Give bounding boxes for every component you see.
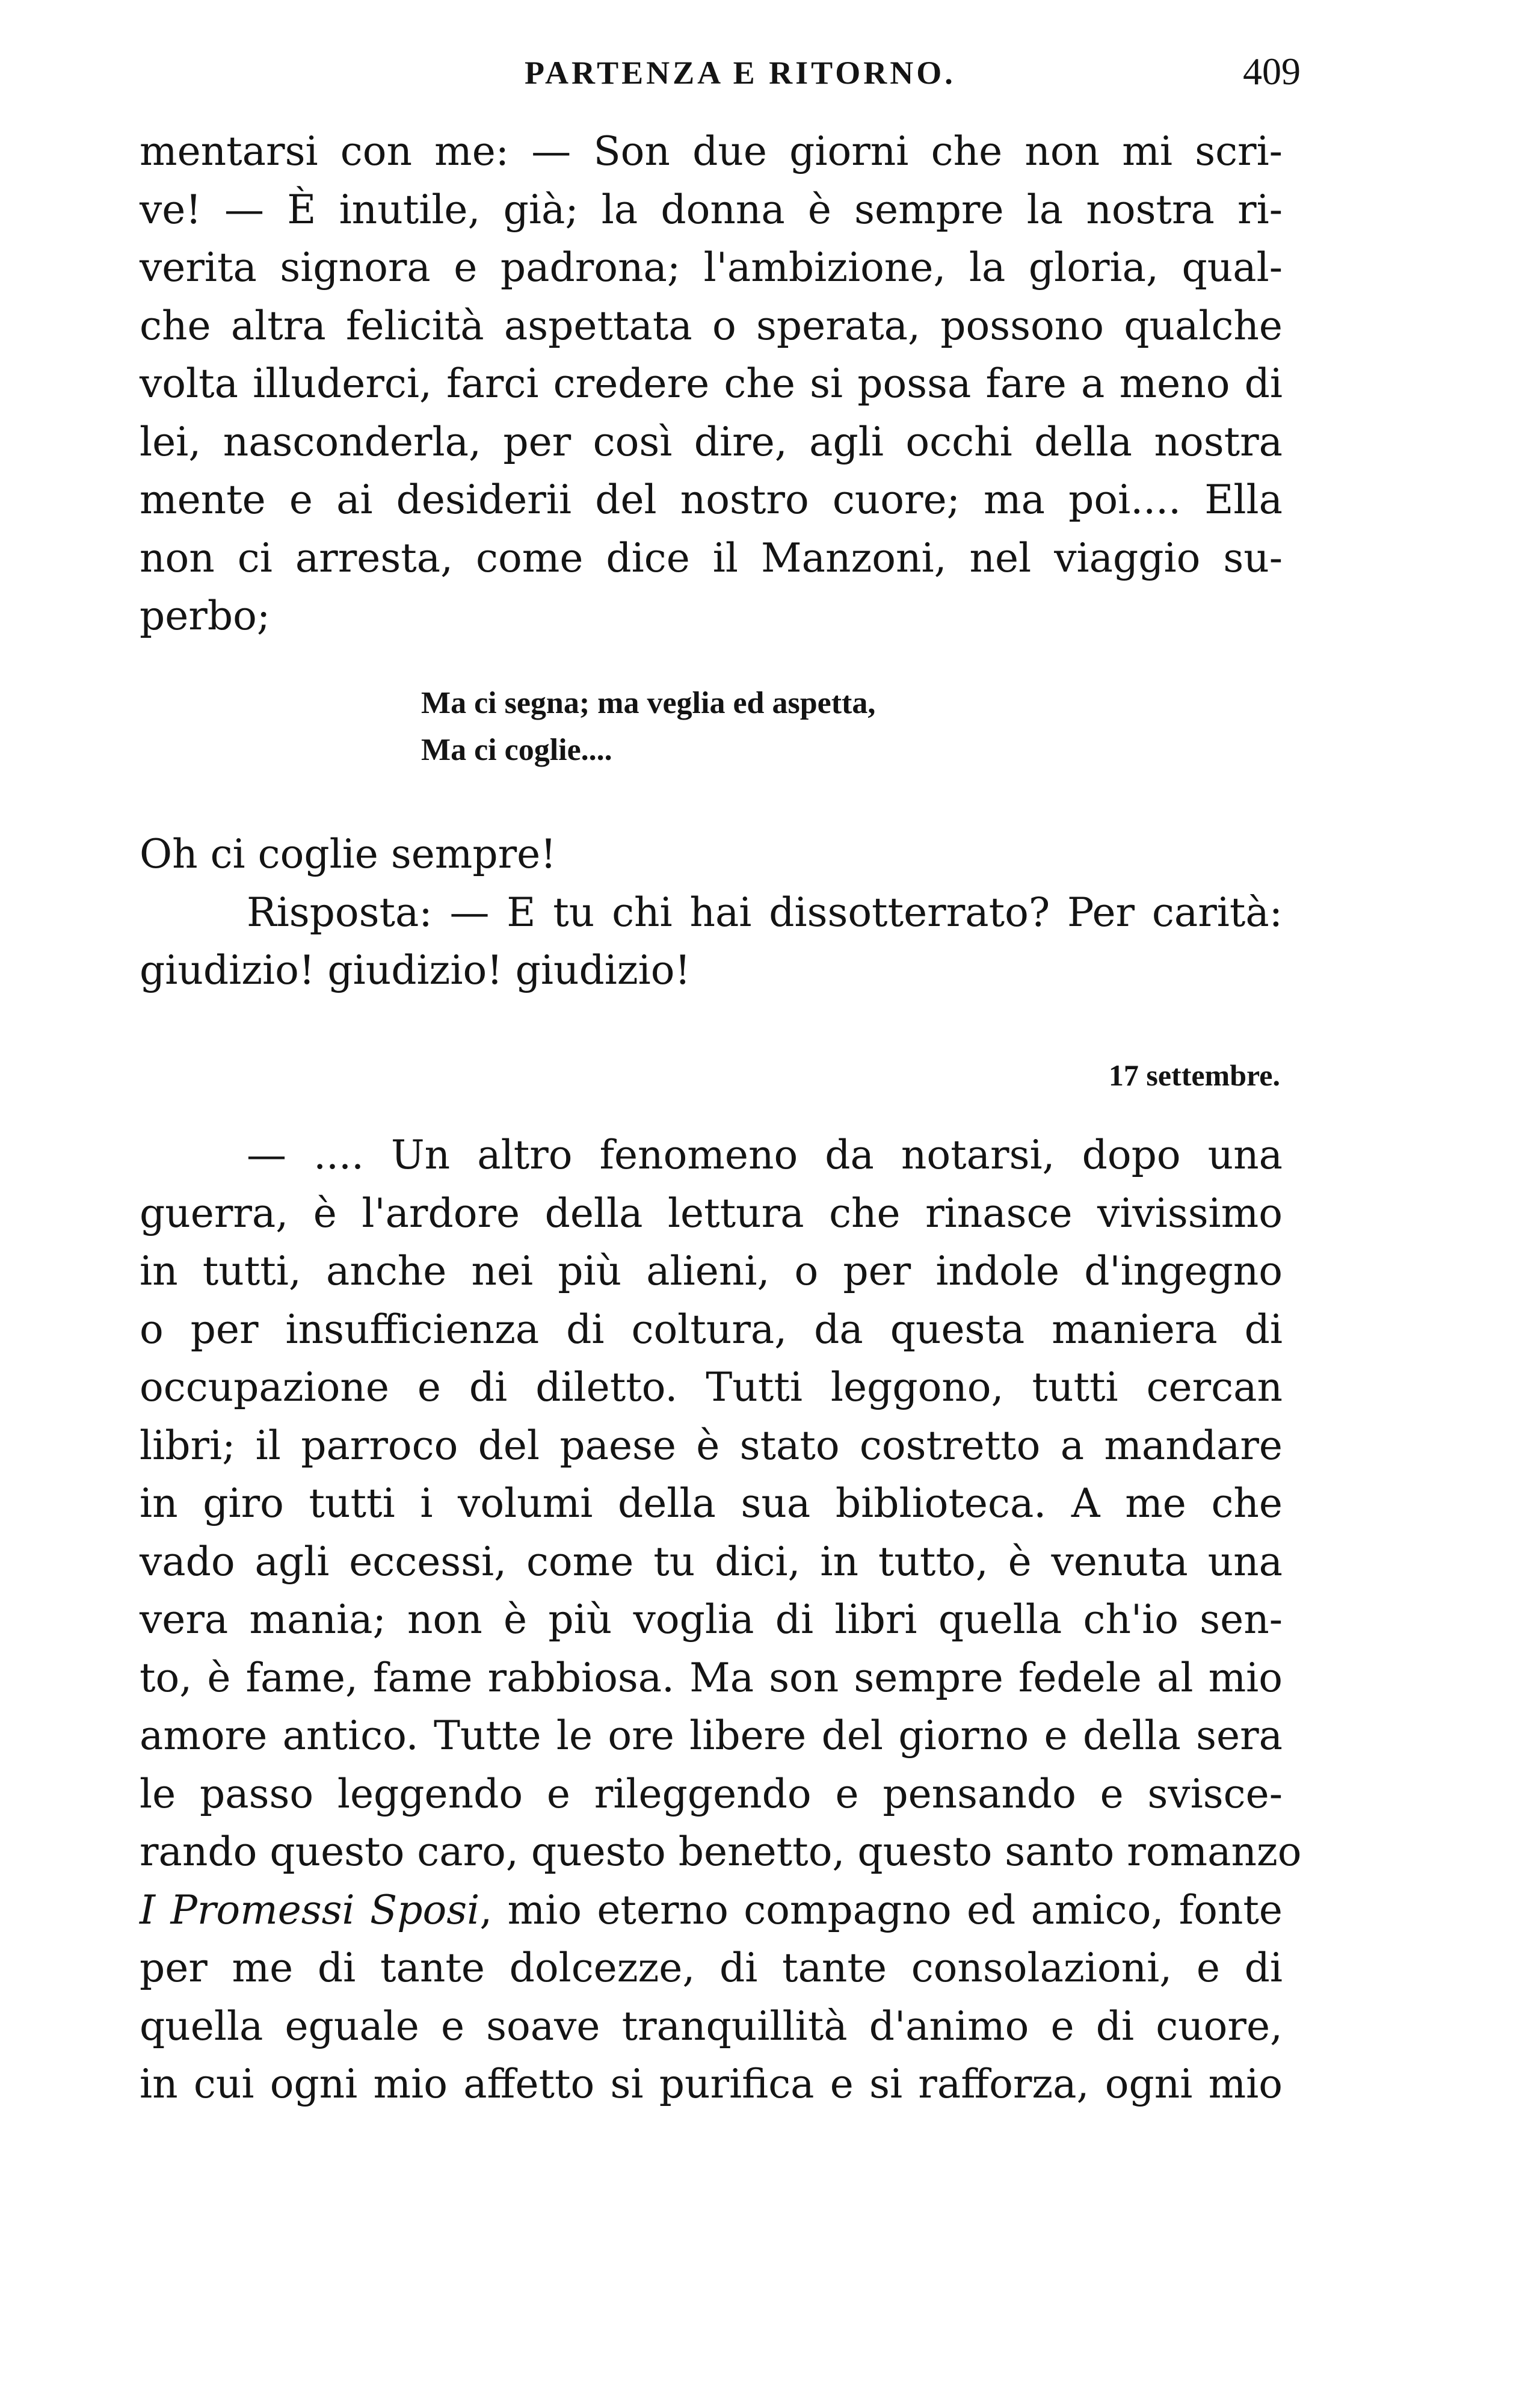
text-line: giudizio! giudizio! giudizio! <box>140 947 691 993</box>
text-line-with-title <box>140 1882 1283 1940</box>
paragraph-2 <box>140 826 1283 1000</box>
text-line: to, è fame, fame rabbiosa. Ma son sempre fedele al mio <box>140 1654 1283 1701</box>
paragraph-3 <box>140 1126 1302 2114</box>
text-line: ve! — È inutile, già; la donna è sempre la nostra ri- <box>140 186 1283 233</box>
paragraph-1 <box>140 123 1283 646</box>
text-line: rando questo caro, questo benetto, questo santo romanzo <box>140 1829 1302 1875</box>
text-line: verita signora e padrona; l'ambizione, la gloria, qual- <box>140 244 1283 291</box>
verse-line: Ma ci segna; ma veglia ed aspetta, <box>421 686 876 720</box>
text-line: in cui ogni mio affetto si purifica e si rafforza, ogni mio <box>140 2061 1283 2107</box>
text-line: guerra, è l'ardore della lettura che rinasce vivissimo <box>140 1190 1283 1236</box>
running-title: PARTENZA E RITORNO. <box>525 55 956 91</box>
text-line: volta illuderci, farci credere che si possa fare a meno di <box>140 360 1283 407</box>
running-head <box>140 50 1301 108</box>
text-line: quella eguale e soave tranquillità d'animo e di cuore, <box>140 2002 1283 2049</box>
text-line: mentarsi con me: — Son due giorni che non mi scri- <box>140 128 1283 174</box>
text-line: mente e ai desiderii del nostro cuore; ma poi.... Ella <box>140 477 1283 523</box>
text-line: lei, nasconderla, per così dire, agli occhi della nostra <box>140 418 1283 465</box>
text-line: non ci arresta, come dice il Manzoni, nel viaggio su- <box>140 534 1283 581</box>
text-line: o per insufficienza di coltura, da questa maniera di <box>140 1306 1283 1353</box>
verse-quote <box>421 680 875 774</box>
text-line: occupazione e di diletto. Tutti leggono, tutti cercan <box>140 1364 1283 1410</box>
text-line: vado agli eccessi, come tu dici, in tutto, è venuta una <box>140 1538 1283 1585</box>
text-line: che altra felicità aspettata o sperata, possono qualche <box>140 302 1283 349</box>
page-number: 409 <box>1243 50 1301 93</box>
text-line: vera mania; non è più voglia di libri quella ch'io sen- <box>140 1596 1283 1643</box>
text-line: per me di tante dolcezze, di tante consolazioni, e di <box>140 1945 1283 1991</box>
text-line: amore antico. Tutte le ore libere del giorno e della sera <box>140 1712 1283 1759</box>
text-line: Oh ci coglie sempre! <box>140 831 556 877</box>
book-title: I Promessi Sposi <box>140 1886 480 1933</box>
dateline: 17 settembre. <box>1108 1058 1280 1092</box>
text-line: in giro tutti i volumi della sua biblioteca. A me che <box>140 1480 1283 1527</box>
verse-line: Ma ci coglie.... <box>421 733 612 767</box>
text-line: libri; il parroco del paese è stato costretto a mandare <box>140 1422 1283 1469</box>
text-line: le passo leggendo e rileggendo e pensando e svisce- <box>140 1770 1283 1817</box>
text-line: Risposta: — E tu chi hai dissotterrato? Per carità: <box>247 889 1283 936</box>
text-line: in tutti, anche nei più alieni, o per indole d'ingegno <box>140 1248 1283 1294</box>
text-line: — .... Un altro fenomeno da notarsi, dopo una <box>247 1132 1283 1178</box>
text-fragment: , mio eterno compagno ed amico, fonte <box>479 1886 1283 1933</box>
text-line: perbo; <box>140 593 271 639</box>
